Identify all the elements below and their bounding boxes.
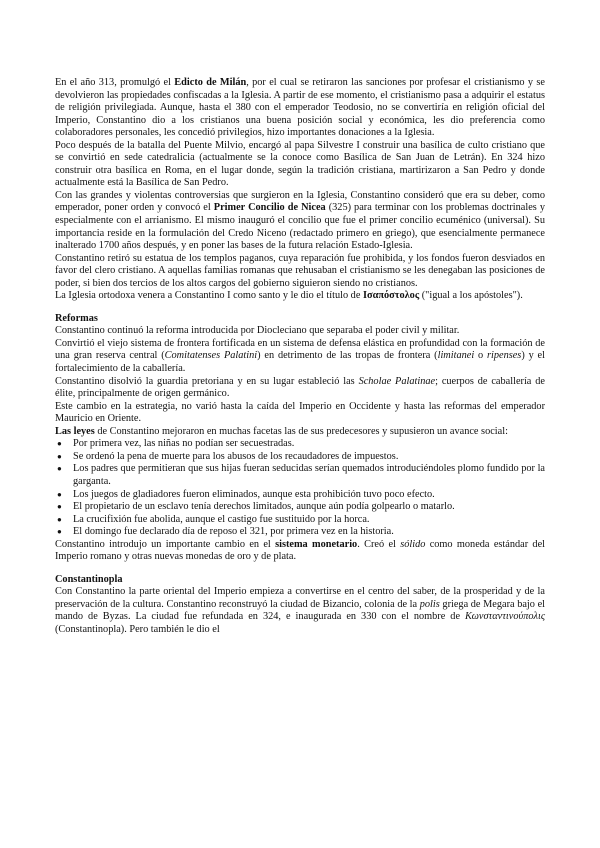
paragraph-iglesia-ortodoxa <box>55 290 545 303</box>
bold-term: Edicto de Milán <box>174 77 247 88</box>
paragraph-basilicas: Poco después de la batalla del Puente Milvio, encargó al papa Silvestre I construir una basílica de culto cristiano que se convirtió en sede catedralicia (actualmente se la conoce como Basílica de San Juan de Letrán). En 324 hizo construir otra basílica en Roma, en el lugar donde, según la tradición cristiana, martirizaron a San Pedro y donde actualmente está la Basílica de San Pedro. <box>55 139 545 189</box>
paragraph-constantinopla <box>55 586 545 636</box>
text: ) en detrimento de las tropas de frontera ( <box>257 350 438 362</box>
list-item: ● El domingo fue declarado día de reposo el 321, por primera vez en la historia. <box>55 526 545 539</box>
list-item: ● Los juegos de gladiadores fueron eliminados, aunque esta prohibición tuvo poco efecto. <box>55 489 545 502</box>
paragraph-reforma-3 <box>55 376 545 401</box>
paragraph-templos-paganos: Constantino retiró su estatua de los templos paganos, cuya reparación fue prohibida, y los fondos fueron desviados en favor del clero cristiano. A aquellas familias romanas que rehusaban el cristianismo se les denegaban las posiciones de poder, si bien dos tercios de los altos cargos del gobierno siguieron siendo no cristianos. <box>55 252 545 289</box>
text: Constantino disolvió la guardia pretoriana y en su lugar estableció las <box>55 375 359 387</box>
text: (325) para terminar con los problemas doctrinales y especialmente con el arrianismo. El mismo inauguró el concilio que fue el primer concilio ecuménico (universal). Su importancia reside en la formulación del Credo Niceno (redactado primero en griego), que esencialmente permanece inalterado 1700 años después, y en poner las bases de la futura relación Estado-Iglesia. <box>55 202 545 252</box>
paragraph-concilio-nicea <box>55 190 545 253</box>
paragraph-reforma-2 <box>55 338 545 376</box>
paragraph-reforma-1: Constantino continuó la reforma introducida por Diocleciano que separaba el poder civil y militar. <box>55 325 460 337</box>
italic-term: Scholae Palatinae <box>358 375 436 387</box>
text: Convirtió el viejo sistema de frontera fortificada en un sistema de defensa elástica en profundidad con la formación de una gran reserva central ( <box>55 337 545 362</box>
text: La Iglesia ortodoxa venera a Constantino I como santo y le dio el título de <box>55 290 363 302</box>
text: ; cuerpos de caballería de élite, principalmente de origen germánico. <box>55 375 545 400</box>
paragraph-reforma-4: Este cambio en la estrategia, no varió hasta la caída del Imperio en Occidente y hasta las reformas del emperador Mauricio en Oriente. <box>55 400 545 425</box>
text: . Creó el <box>357 538 401 550</box>
bold-term: Primer Concilio de Nicea <box>213 202 326 214</box>
italic-term: ripenses <box>487 350 522 362</box>
text: ) y el fortalecimiento de la caballería. <box>55 350 545 375</box>
bold-term: Las leyes <box>55 425 95 437</box>
text: En el año 313, promulgó el <box>55 77 175 88</box>
italic-term: Comitatenses Palatini <box>164 350 258 362</box>
list-item: ● Por primera vez, las niñas no podían ser secuestradas. <box>55 438 545 451</box>
list-item: ● Se ordenó la pena de muerte para los abusos de los recaudadores de impuestos. <box>55 451 545 464</box>
text: Constantino introdujo un importante cambio en el <box>55 538 276 550</box>
text: , por el cual se retiraron las sanciones por profesar el cristianismo y se devolvieron las propiedades confiscadas a la Iglesia. A partir de ese momento, el cristianismo pasa a adquirir el estatus de religión privilegiada. Aunque, hasta el 380 con el emperador Teodosio, no se convertiría en religión oficial del Imperio, Constantino dio a los cristianos una buena posición social y económica, les dio preferencia como colaboradores personales, les concedió privilegios, hizo importantes donaciones a la Iglesia. <box>55 77 545 139</box>
section-heading-reformas: Reformas <box>55 312 98 324</box>
section-heading-constantinopla: Constantinopla <box>55 573 123 585</box>
italic-term: Κωνσταντινούπολις <box>465 611 545 623</box>
italic-term: limitanei <box>437 350 475 362</box>
text: ("igual a los apóstoles"). <box>419 290 523 302</box>
paragraph-edicto-milan <box>55 77 545 140</box>
text: griega de Megara bajo el mando de Byzas. La ciudad fue refundada en 324, e inaugurada en 330 con el nombre de <box>55 598 545 623</box>
text: (Constantinopla). Pero también le dio el <box>55 623 220 635</box>
document-page <box>55 77 545 637</box>
bold-term: Ισαπόστολος <box>362 290 420 302</box>
italic-term: sólido <box>400 538 426 550</box>
list-item: ● Los padres que permitieran que sus hijas fueran seducidas serían quemados introduciéndoles plomo fundido por la garganta. <box>55 463 545 488</box>
list-item: ● El propietario de un esclavo tenía derechos limitados, aunque aún podía golpearlo o matarlo. <box>55 501 545 514</box>
text: Con las grandes y violentas controversias que surgieron en la Iglesia, Constantino consideró que era su deber, como emperador, poner orden y convocó el <box>55 189 545 214</box>
italic-term: polis <box>419 598 440 610</box>
paragraph-sistema-monetario <box>55 539 545 564</box>
list-leyes <box>55 438 545 538</box>
text: o <box>474 350 487 362</box>
paragraph-leyes <box>55 426 545 439</box>
text: como moneda estándar del Imperio romano y otras nuevas monedas de oro y de plata. <box>55 538 546 563</box>
list-item: ● La crucifixión fue abolida, aunque el castigo fue sustituido por la horca. <box>55 514 545 527</box>
bold-term: sistema monetario <box>275 538 358 550</box>
text: Con Constantino la parte oriental del Imperio empieza a convertirse en el centro del saber, de la prosperidad y de la preservación de la cultura. Constantino reconstruyó la ciudad de Bizancio, colonia de la <box>55 586 545 610</box>
text: de Constantino mejoraron en muchas facetas las de sus predecesores y supusieron un avance social: <box>94 425 508 437</box>
